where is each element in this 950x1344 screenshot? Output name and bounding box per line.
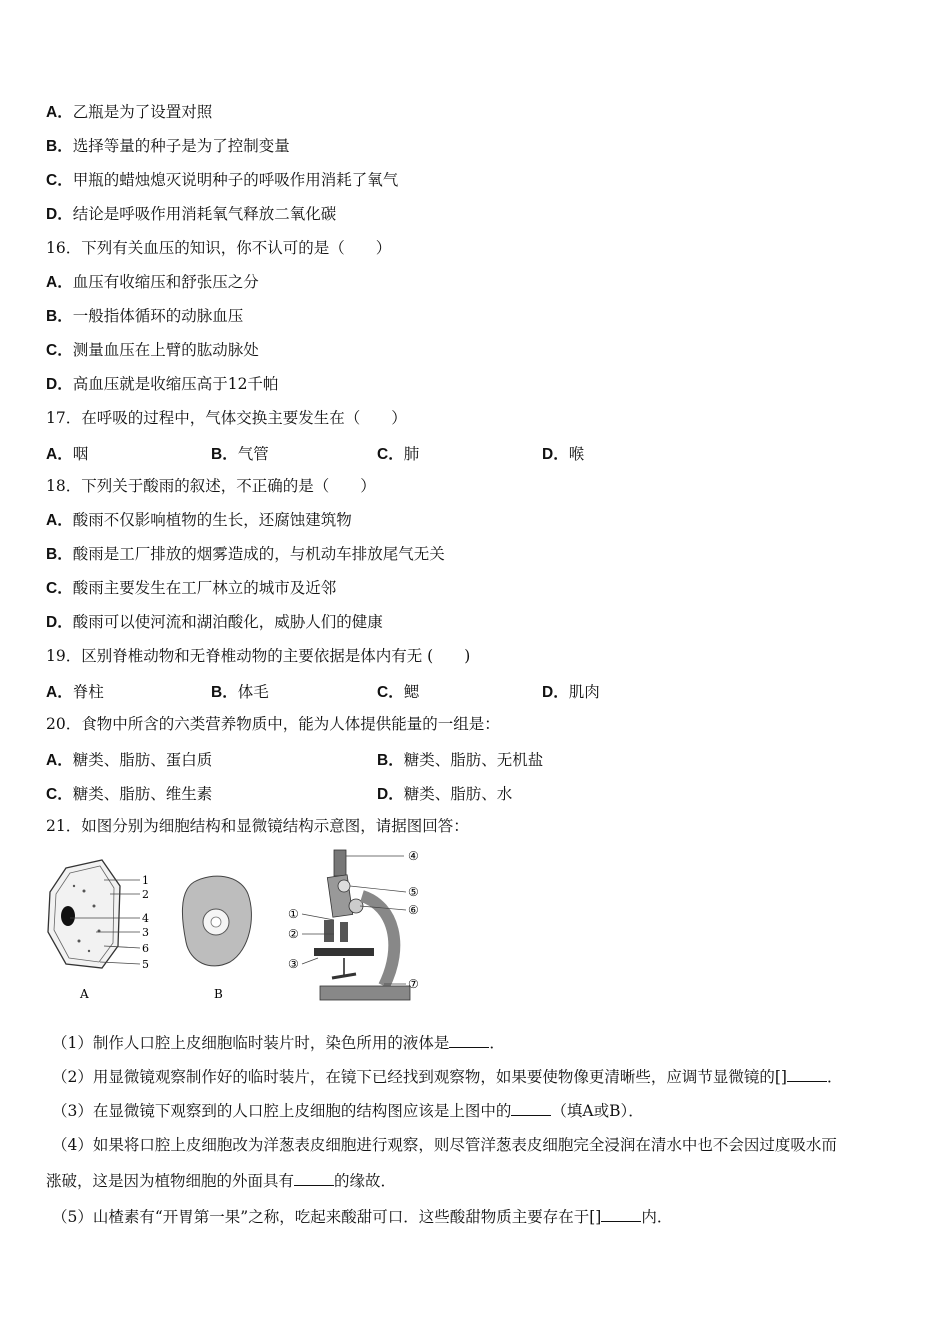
q16-stem: 16．下列有关血压的知识，你不认可的是（ ）: [46, 239, 392, 257]
answer-blank[interactable]: [787, 1067, 827, 1082]
q21-figure: [44, 846, 444, 1006]
cell-label-6: 6: [142, 942, 149, 955]
q17-stem: 17．在呼吸的过程中，气体交换主要发生在（ ）: [46, 409, 407, 427]
answer-blank[interactable]: [449, 1033, 489, 1048]
cell-label-2: 2: [142, 888, 149, 901]
q16-option-d: D．高血压就是收缩压高于12千帕: [46, 375, 279, 393]
answer-blank[interactable]: [601, 1207, 641, 1222]
q17-option-d: D．喉: [542, 445, 585, 463]
scope-label-1: ①: [288, 907, 299, 921]
q18-option-a: A．酸雨不仅影响植物的生长，还腐蚀建筑物: [46, 511, 352, 529]
q19-stem: 19．区别脊椎动物和无脊椎动物的主要依据是体内有无 ( ): [46, 647, 471, 665]
q17-option-b: B．气管: [211, 445, 269, 463]
q19-options: [46, 680, 766, 700]
cell-label-1: 1: [142, 874, 149, 887]
q20-options-row1: [46, 748, 766, 768]
q21-sub1: （1）制作人口腔上皮细胞临时装片时，染色所用的液体是 ．: [52, 1034, 505, 1052]
q16-option-b: B．一般指体循环的动脉血压: [46, 307, 244, 325]
q21-stem: 21．如图分别为细胞结构和显微镜结构示意图，请据图回答：: [46, 817, 469, 835]
q18-option-d: D．酸雨可以使河流和湖泊酸化，威胁人们的健康: [46, 613, 383, 631]
q17-option-a: A．咽: [46, 445, 89, 463]
q16-option-c: C．测量血压在上臂的肱动脉处: [46, 341, 259, 359]
q21-sub5: （5）山楂素有“开胃第一果”之称，吃起来酸甜可口．这些酸甜物质主要存在于[] 内．: [52, 1208, 673, 1226]
q20-option-c: C．糖类、脂肪、维生素: [46, 785, 213, 803]
q19-option-b: B．体毛: [211, 683, 269, 701]
q21-sub4-line1: （4）如果将口腔上皮细胞改为洋葱表皮细胞进行观察，则尽管洋葱表皮细胞完全浸润在清水中也不会因过度吸水而: [52, 1136, 837, 1154]
cell-label-3: 3: [142, 926, 149, 939]
scope-label-7: ⑦: [408, 977, 419, 991]
q20-option-b: B．糖类、脂肪、无机盐: [377, 751, 544, 769]
q18-option-c: C．酸雨主要发生在工厂林立的城市及近邻: [46, 579, 337, 597]
q21-sub3: （3）在显微镜下观察到的人口腔上皮细胞的结构图应该是上图中的 （填A或B）．: [52, 1102, 644, 1120]
answer-blank[interactable]: [511, 1101, 551, 1116]
q19-option-a: A．脊柱: [46, 683, 104, 701]
q20-stem: 20．食物中所含的六类营养物质中，能为人体提供能量的一组是：: [46, 715, 500, 733]
q18-option-b: B．酸雨是工厂排放的烟雾造成的，与机动车排放尾气无关: [46, 545, 445, 563]
q20-option-d: D．糖类、脂肪、水: [377, 785, 513, 803]
q18-stem: 18．下列关于酸雨的叙述，不正确的是（ ）: [46, 477, 376, 495]
scope-label-4: ④: [408, 849, 419, 863]
q17-option-c: C．肺: [377, 445, 420, 463]
answer-blank[interactable]: [294, 1171, 334, 1186]
scope-label-2: ②: [288, 927, 299, 941]
plant-cell-diagram: [48, 860, 149, 1001]
q19-option-d: D．肌肉: [542, 683, 600, 701]
q21-sub2: （2）用显微镜观察制作好的临时装片，在镜下已经找到观察物，如果要使物像更清晰些，应调节显微镜的[] ．: [52, 1068, 843, 1086]
animal-cell-diagram: [182, 876, 251, 1001]
microscope-diagram: [288, 849, 419, 1000]
q21-sub4-line2: 涨破，这是因为植物细胞的外面具有 的缘故．: [46, 1172, 397, 1190]
q16-option-a: A．血压有收缩压和舒张压之分: [46, 273, 259, 291]
q20-option-a: A．糖类、脂肪、蛋白质: [46, 751, 213, 769]
cell-label-4: 4: [142, 912, 149, 925]
scope-label-5: ⑤: [408, 885, 419, 899]
caption-a: A: [80, 987, 89, 1001]
q15-option-b: B．选择等量的种子是为了控制变量: [46, 137, 290, 155]
cell-label-5: 5: [142, 958, 149, 971]
q20-options-row2: [46, 782, 766, 802]
q15-option-a: A．乙瓶是为了设置对照: [46, 103, 213, 121]
scope-label-3: ③: [288, 957, 299, 971]
scope-label-6: ⑥: [408, 903, 419, 917]
caption-b: B: [214, 987, 223, 1001]
q15-option-c: C．甲瓶的蜡烛熄灭说明种子的呼吸作用消耗了氧气: [46, 171, 399, 189]
q15-option-d: D．结论是呼吸作用消耗氧气释放二氧化碳: [46, 205, 337, 223]
q17-options: [46, 442, 766, 462]
q19-option-c: C．鳃: [377, 683, 420, 701]
